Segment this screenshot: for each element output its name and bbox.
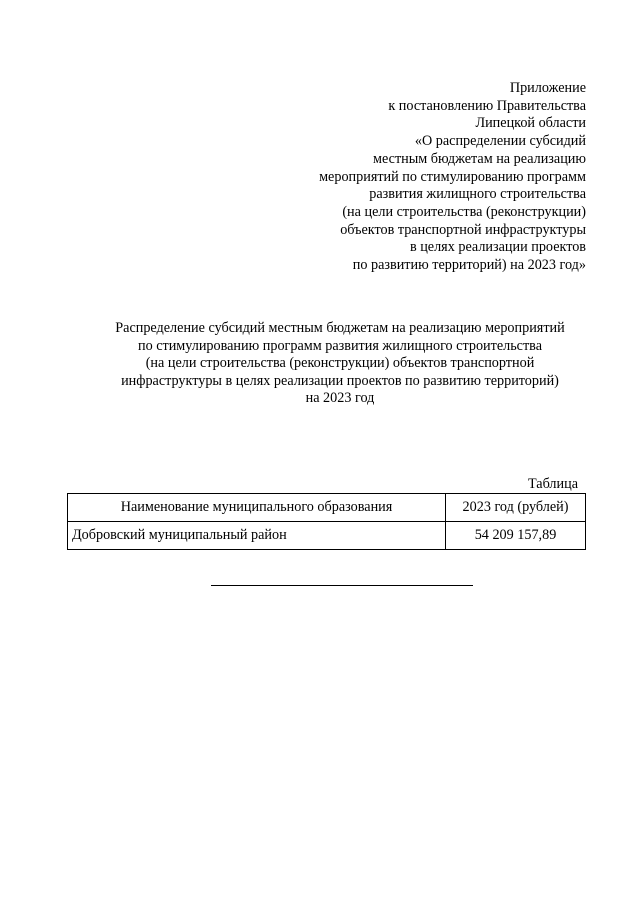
appendix-line: Липецкой области — [475, 115, 586, 132]
appendix-line: развития жилищного строительства — [369, 186, 586, 203]
title-line: на 2023 год — [305, 390, 375, 406]
column-header-amount: 2023 год (рублей) — [446, 494, 586, 522]
title-line: (на цели строительства (реконструкции) объектов транспортной — [145, 355, 535, 371]
closing-divider-line — [211, 585, 473, 586]
municipality-cell: Добровский муниципальный район — [68, 522, 446, 550]
appendix-line: мероприятий по стимулированию программ — [319, 168, 586, 185]
title-line: по стимулированию программ развития жилищного строительства — [137, 337, 542, 354]
appendix-line: (на цели строительства (реконструкции) — [342, 203, 586, 220]
appendix-line: к постановлению Правительства — [388, 97, 586, 114]
appendix-line: в целях реализации проектов — [409, 239, 586, 256]
appendix-line: местным бюджетам на реализацию — [373, 150, 586, 167]
title-line: инфраструктуры в целях реализации проектов по развитию территорий) — [121, 372, 559, 389]
table-header-row — [68, 494, 586, 522]
document-title — [90, 320, 590, 408]
title-line: Распределение субсидий местным бюджетам на реализацию мероприятий — [115, 320, 565, 336]
amount-cell: 54 209 157,89 — [446, 522, 586, 550]
subsidy-table — [67, 493, 586, 550]
table-row — [68, 522, 586, 550]
appendix-line: по развитию территорий) на 2023 год» — [352, 257, 586, 274]
appendix-header — [300, 80, 586, 275]
appendix-line: «О распределении субсидий — [414, 133, 586, 150]
column-header-municipality: Наименование муниципального образования — [68, 494, 446, 522]
table-label: Таблица — [527, 476, 578, 492]
appendix-line: объектов транспортной инфраструктуры — [340, 221, 586, 238]
appendix-line: Приложение — [509, 80, 586, 96]
